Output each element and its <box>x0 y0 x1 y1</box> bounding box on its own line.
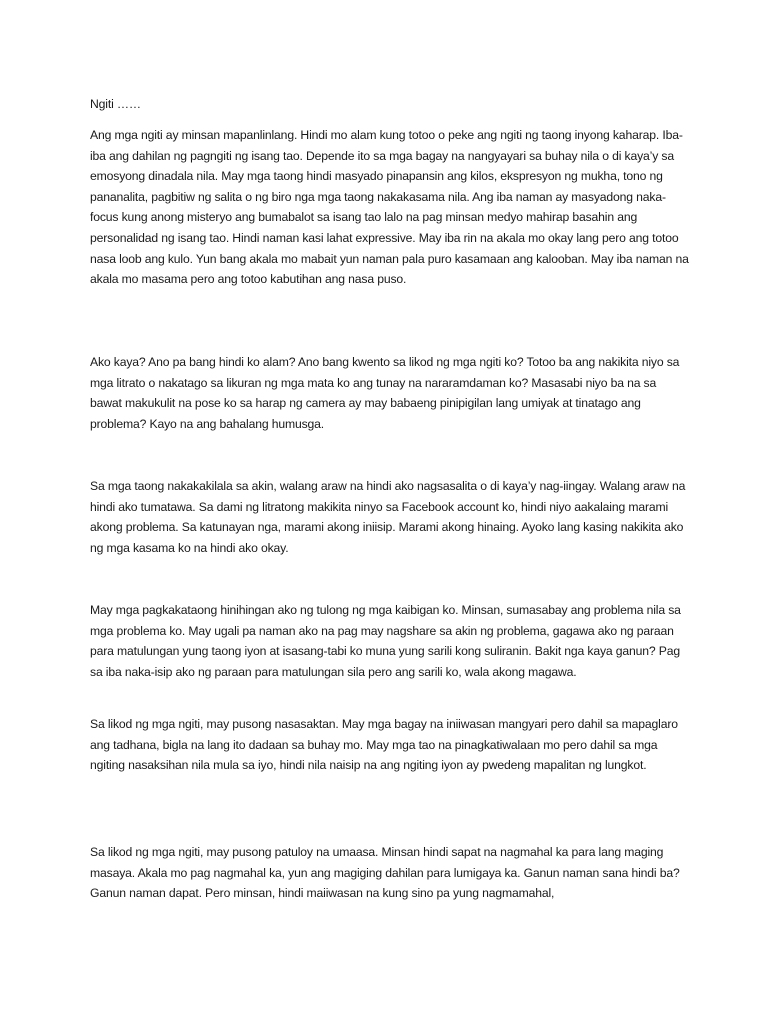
paragraph-6: Sa likod ng mga ngiti, may pusong patuloy na umaasa. Minsan hindi sapat na nagmahal ka para lang maging masaya. Akala mo pag nagmahal ka, yun ang magiging dahilan para lumigaya ka. Ganun naman sana hindi ba? Ganun naman dapat. Pero minsan, hindi maiiwasan na kung sino pa yung nagmamahal, <box>90 845 680 901</box>
paragraph-5: Sa likod ng mga ngiti, may pusong nasasaktan. May mga bagay na iniiwasan mangyari pero dahil sa mapaglaro ang tadhana, bigla na lang ito dadaan sa buhay mo. May mga tao na pinagkatiwalaan mo pero dahil sa mga ngiting nasaksihan nila mula sa iyo, hindi nila naisip na ang ngiting iyon ay pwedeng mapalitan ng lungkot. <box>90 717 678 773</box>
paragraph-3: Sa mga taong nakakakilala sa akin, walang araw na hindi ako nagsasalita o di kaya’y nag-iingay. Walang araw na hindi ako tumatawa. Sa dami ng litratong makikita ninyo sa Facebook account ko, hindi niyo aakalaing marami akong problema. Sa katunayan nga, marami akong iniisip. Marami akong hinaing. Ayoko lang kasing nakikita ako ng mga kasama ko na hindi ako okay. <box>90 479 686 555</box>
document-title: Ngiti …… <box>90 97 141 111</box>
paragraph-1: Ang mga ngiti ay minsan mapanlinlang. Hindi mo alam kung totoo o peke ang ngiti ng taong inyong kaharap. Iba-iba ang dahilan ng pagngiti ng isang tao. Depende ito sa mga bagay na nangyayari sa buhay nila o di kaya’y sa emosyong dinadala nila. May mga taong hindi masyado pinapansin ang kilos, ekspresyon ng mukha, tono ng pananalita, pagbitiw ng salita o ng biro nga mga taong nakakasama nila. Ang iba naman ay masyadong naka-focus kung anong misteryo ang bumabalot sa isang tao lalo na pag minsan medyo mahirap basahin ang personalidad ng isang tao. Hindi naman kasi lahat expressive. May iba rin na akala mo okay lang pero ang totoo nasa loob ang kulo. Yun bang akala mo mabait yun naman pala puro kasamaan ang kalooban. May iba naman na akala mo masama pero ang totoo kabutihan ang nasa puso. <box>90 128 689 287</box>
paragraph-4: May mga pagkakataong hinihingan ako ng tulong ng mga kaibigan ko. Minsan, sumasabay ang problema nila sa mga problema ko. May ugali pa naman ako na pag may nagshare sa akin ng problema, gagawa ako ng paraan para matulungan yung taong iyon at isasang-tabi ko muna yung sarili kong suliranin. Bakit nga kaya ganun? Pag sa iba naka-isip ako ng paraan para matulungan sila pero ang sarili ko, wala akong magawa. <box>90 603 681 679</box>
paragraph-2: Ako kaya? Ano pa bang hindi ko alam? Ano bang kwento sa likod ng mga ngiti ko? Totoo ba ang nakikita niyo sa mga litrato o nakatago sa likuran ng mga mata ko ang tunay na nararamdaman ko? Masasabi niyo ba na sa bawat makukulit na pose ko sa harap ng camera ay may babaeng pinipigilan lang umiyak at tinatago ang problema? Kayo na ang bahalang humusga. <box>90 355 680 431</box>
